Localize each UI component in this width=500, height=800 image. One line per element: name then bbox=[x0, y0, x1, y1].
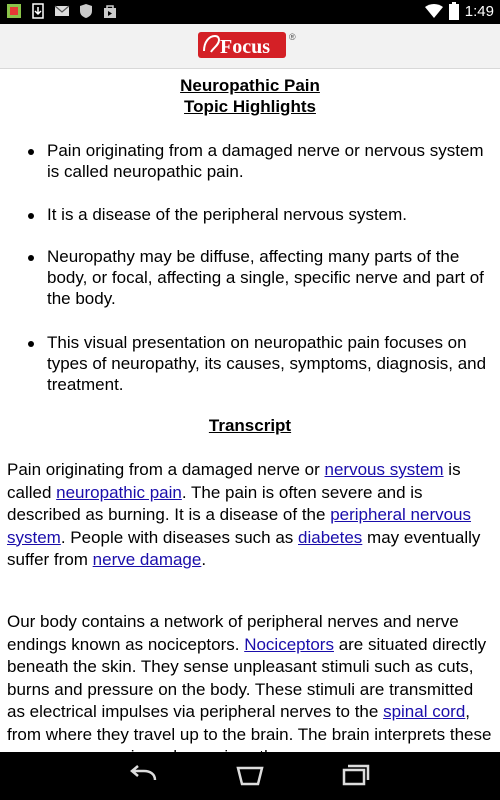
focus-logo bbox=[198, 29, 298, 63]
navigation-bar bbox=[0, 752, 500, 800]
bullet-icon bbox=[28, 149, 34, 155]
highlight-item: It is a disease of the peripheral nervous system. bbox=[47, 204, 492, 225]
transcript-heading: Transcript bbox=[208, 416, 292, 435]
link-nervous-system[interactable]: nervous system bbox=[324, 460, 444, 479]
status-bar bbox=[0, 0, 500, 24]
gmail-icon bbox=[54, 3, 70, 19]
back-icon[interactable] bbox=[125, 760, 165, 792]
link-neuropathic-pain[interactable]: neuropathic pain bbox=[56, 482, 182, 502]
link-nerve-damage[interactable]: nerve damage bbox=[92, 550, 202, 569]
battery-icon bbox=[449, 2, 459, 20]
article-content[interactable] bbox=[0, 68, 500, 752]
system-status bbox=[425, 2, 494, 20]
link-spinal-cord[interactable]: spinal cord bbox=[383, 702, 466, 721]
transcript-paragraph-2: Our body contains a network of peripheral nerves and nerve endings known as nociceptors. Nociceptors are situated directly beneath the skin. They sense unpleasant stimuli such as cuts, burns and pressure on the body. These stimuli are transmitted as electrical impulses via peripheral nerves to the spinal cord, from where they travel up to the brain. The brain interprets these bbox=[7, 612, 492, 744]
home-icon[interactable] bbox=[230, 760, 270, 792]
bag-icon bbox=[102, 3, 118, 19]
transcript-paragraph-1: Pain originating from a damaged nerve or nervous system is called neuropathic pain. The pain is often severe and is described as burning. It is a disease of the peripheral nervous system. People with diseases such as diabetes may eventually suffer from nerve damage. bbox=[7, 460, 481, 569]
app-notification-icon bbox=[6, 3, 22, 19]
link-diabetes[interactable]: diabetes bbox=[298, 527, 363, 547]
highlight-item: Pain originating from a damaged nerve or nervous system is called neuropathic pain. bbox=[47, 140, 492, 182]
recent-apps-icon[interactable] bbox=[336, 760, 376, 792]
article-title: Neuropathic Pain bbox=[180, 76, 320, 95]
notification-icons bbox=[6, 3, 118, 19]
highlight-item: Neuropathy may be diffuse, affecting many parts of the body, or focal, affecting a single, specific nerve and part of the body. bbox=[47, 246, 492, 309]
wifi-icon bbox=[425, 3, 443, 19]
link-nociceptors[interactable]: Nociceptors bbox=[244, 634, 334, 654]
highlight-item: This visual presentation on neuropathic pain focuses on types of neuropathy, its causes, symptoms, diagnosis, and treatment. bbox=[47, 332, 492, 395]
clock-time: 1:49 bbox=[464, 2, 494, 20]
link-peripheral-nervous-system[interactable]: peripheral nervous system bbox=[7, 505, 472, 547]
shield-icon bbox=[78, 3, 94, 19]
bullet-icon bbox=[28, 341, 34, 347]
registered-mark: ® bbox=[289, 32, 296, 42]
logo-text: Focus bbox=[220, 36, 270, 58]
download-icon bbox=[30, 3, 46, 19]
bullet-icon bbox=[28, 213, 34, 219]
bullet-icon bbox=[28, 255, 34, 261]
article-subtitle: Topic Highlights bbox=[184, 97, 316, 116]
app-bar bbox=[0, 24, 500, 69]
